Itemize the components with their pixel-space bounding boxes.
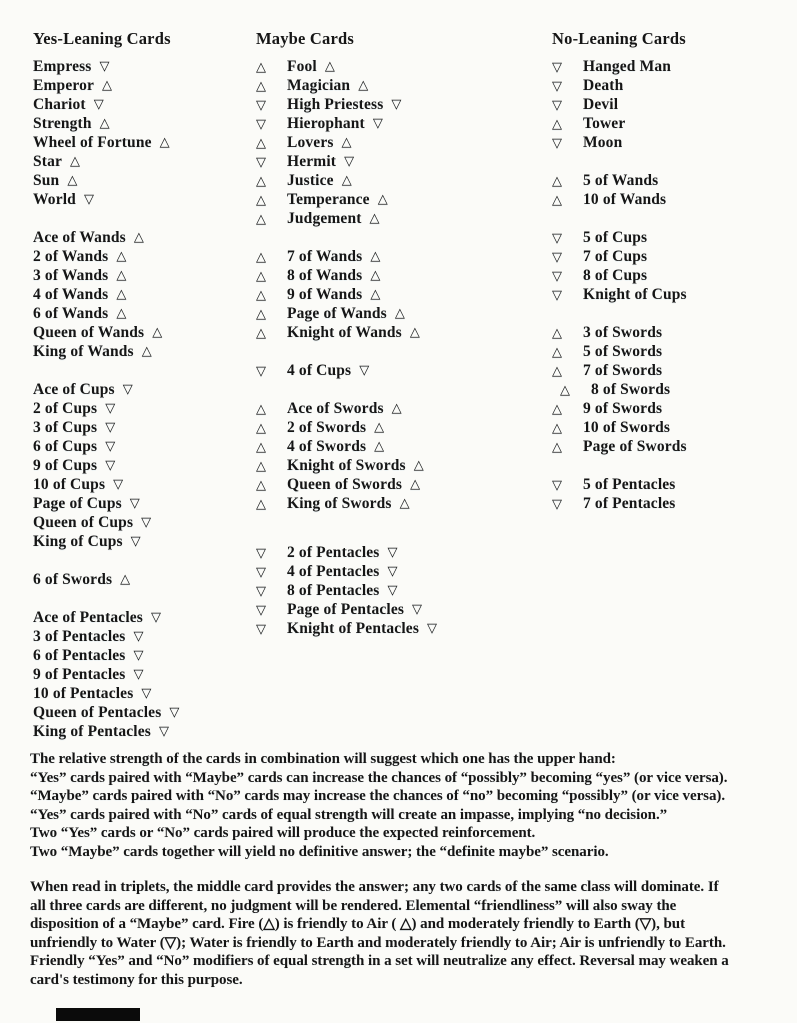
card-name: King of Swords	[287, 494, 392, 512]
card-row	[552, 361, 687, 380]
card-name: Moon	[583, 133, 623, 151]
card-row	[33, 494, 180, 513]
card-row	[256, 57, 437, 76]
down-triangle-icon: ▽	[130, 534, 141, 549]
card-name: King of Wands	[33, 342, 134, 360]
group-gap	[33, 589, 180, 608]
card-name: Queen of Pentacles	[33, 703, 162, 721]
up-triangle-icon: △	[256, 401, 267, 417]
up-triangle-icon: △	[116, 268, 127, 283]
card-row	[552, 76, 687, 95]
card-name: 10 of Cups	[33, 475, 106, 493]
paragraph-line: card's testimony for this purpose.	[30, 971, 243, 988]
up-triangle-icon: △	[552, 116, 563, 132]
up-triangle-icon: △	[552, 363, 563, 379]
card-name: Page of Swords	[583, 437, 687, 455]
card-name: Star	[33, 152, 63, 170]
card-name: King of Cups	[33, 532, 123, 550]
maybe-column	[256, 29, 437, 638]
down-triangle-icon: ▽	[113, 477, 124, 492]
card-name: Page of Wands	[287, 304, 387, 322]
card-name: 4 of Wands	[33, 285, 109, 303]
up-triangle-icon: △	[256, 287, 267, 303]
card-name: Queen of Wands	[33, 323, 145, 341]
up-triangle-icon: △	[102, 78, 113, 93]
card-name: Ace of Cups	[33, 380, 115, 398]
up-triangle-icon: △	[552, 439, 563, 455]
up-triangle-icon: △	[341, 135, 352, 150]
card-row	[552, 190, 687, 209]
card-row	[256, 562, 437, 581]
card-name: 5 of Pentacles	[583, 475, 676, 493]
paragraph-line: unfriendly to Water (▽); Water is friendly to Earth and moderately friendly to Air; Air is unfriendly to Earth.	[30, 934, 726, 951]
group-gap	[33, 209, 180, 228]
card-name: 8 of Swords	[591, 380, 671, 398]
card-row	[33, 703, 180, 722]
card-row	[256, 133, 437, 152]
card-name: 6 of Pentacles	[33, 646, 126, 664]
up-triangle-icon: △	[324, 59, 336, 74]
card-name: Ace of Pentacles	[33, 608, 143, 626]
card-row	[256, 581, 437, 600]
card-name: Judgement	[287, 209, 362, 227]
card-name: 7 of Swords	[583, 361, 663, 379]
card-name: Hierophant	[287, 114, 365, 132]
group-gap	[552, 456, 687, 475]
down-triangle-icon: ▽	[151, 610, 162, 625]
card-row	[256, 418, 437, 437]
card-row	[256, 437, 437, 456]
up-triangle-icon: △	[70, 154, 81, 169]
card-name: Lovers	[287, 133, 334, 151]
card-name: Justice	[287, 171, 334, 189]
card-name: 4 of Pentacles	[287, 562, 380, 580]
down-triangle-icon: ▽	[122, 382, 133, 397]
card-name: 3 of Wands	[33, 266, 109, 284]
card-row	[552, 399, 687, 418]
down-triangle-icon: ▽	[256, 363, 267, 379]
up-triangle-icon: △	[116, 287, 127, 302]
down-triangle-icon: ▽	[552, 268, 563, 284]
card-row	[256, 600, 437, 619]
card-row	[256, 247, 437, 266]
down-triangle-icon: ▽	[552, 287, 563, 303]
card-row	[33, 722, 180, 741]
group-gap	[256, 380, 437, 399]
up-triangle-icon: △	[116, 306, 127, 321]
card-row	[552, 475, 687, 494]
down-triangle-icon: ▽	[99, 59, 110, 74]
card-name: 2 of Cups	[33, 399, 98, 417]
card-row	[256, 171, 437, 190]
group-gap	[552, 152, 687, 171]
down-triangle-icon: ▽	[552, 78, 563, 94]
up-triangle-icon: △	[374, 420, 385, 435]
card-row	[33, 57, 180, 76]
card-row	[256, 399, 437, 418]
card-name: Knight of Swords	[287, 456, 406, 474]
up-triangle-icon: △	[552, 325, 563, 341]
paragraph-line: The relative strength of the cards in combination will suggest which one has the upper hand:	[30, 751, 616, 767]
paragraph-line: Two “Yes” cards or “No” cards paired will produce the expected reinforcement.	[30, 825, 536, 842]
down-triangle-icon: ▽	[256, 564, 267, 580]
up-triangle-icon: △	[369, 211, 380, 226]
card-row	[33, 380, 180, 399]
up-triangle-icon: △	[256, 477, 267, 493]
card-name: Hanged Man	[583, 57, 672, 75]
card-list	[33, 57, 180, 741]
card-row	[552, 57, 687, 76]
card-row	[552, 437, 687, 456]
card-row	[552, 342, 687, 361]
card-name: Queen of Cups	[33, 513, 134, 531]
up-triangle-icon: △	[409, 325, 420, 340]
up-triangle-icon: △	[552, 344, 563, 360]
card-row	[33, 665, 180, 684]
up-triangle-icon: △	[256, 211, 267, 227]
card-row	[33, 475, 180, 494]
up-triangle-icon: △	[116, 249, 127, 264]
column-header: Maybe Cards	[256, 29, 354, 48]
down-triangle-icon: ▽	[552, 496, 563, 512]
paragraph-line: “Yes” cards paired with “No” cards of equal strength will create an impasse, implying “no decision.”	[30, 806, 668, 823]
card-row	[33, 418, 180, 437]
card-name: 4 of Swords	[287, 437, 367, 455]
card-row	[256, 619, 437, 638]
card-row	[33, 456, 180, 475]
card-name: King of Pentacles	[33, 722, 151, 740]
up-triangle-icon: △	[358, 78, 369, 93]
card-name: 5 of Cups	[583, 228, 648, 246]
up-triangle-icon: △	[560, 382, 571, 398]
down-triangle-icon: ▽	[169, 705, 180, 720]
card-row	[256, 285, 437, 304]
paragraph-line: Two “Maybe” cards together will yield no definitive answer; the “definite maybe” scenario.	[30, 843, 609, 860]
group-gap	[256, 228, 437, 247]
up-triangle-icon: △	[256, 325, 267, 341]
down-triangle-icon: ▽	[256, 583, 267, 599]
down-triangle-icon: ▽	[552, 230, 563, 246]
up-triangle-icon: △	[67, 173, 78, 188]
down-triangle-icon: ▽	[427, 621, 438, 636]
card-name: Queen of Swords	[287, 475, 403, 493]
group-gap	[256, 513, 437, 543]
card-row	[256, 76, 437, 95]
down-triangle-icon: ▽	[256, 97, 267, 113]
card-name: 10 of Swords	[583, 418, 671, 436]
paragraph-line: “Yes” cards paired with “Maybe” cards can increase the chances of “possibly” becoming “yes” (or vice versa).	[30, 769, 728, 786]
card-row	[552, 285, 687, 304]
card-name: 9 of Swords	[583, 399, 663, 417]
card-name: Emperor	[33, 76, 95, 94]
group-gap	[33, 361, 180, 380]
down-triangle-icon: ▽	[552, 135, 563, 151]
up-triangle-icon: △	[256, 458, 267, 474]
card-row	[552, 266, 687, 285]
card-name: Knight of Wands	[287, 323, 402, 341]
up-triangle-icon: △	[256, 496, 267, 512]
down-triangle-icon: ▽	[387, 545, 398, 560]
card-row	[552, 418, 687, 437]
card-list	[552, 57, 687, 513]
down-triangle-icon: ▽	[141, 686, 152, 701]
card-name: 2 of Swords	[287, 418, 367, 436]
up-triangle-icon: △	[552, 420, 563, 436]
down-triangle-icon: ▽	[105, 458, 116, 473]
card-row	[256, 95, 437, 114]
up-triangle-icon: △	[152, 325, 163, 340]
card-row	[552, 114, 687, 133]
group-gap	[33, 551, 180, 570]
card-row	[552, 95, 687, 114]
down-triangle-icon: ▽	[133, 667, 144, 682]
card-name: 7 of Cups	[583, 247, 648, 265]
column-header: No-Leaning Cards	[552, 29, 686, 48]
card-row	[33, 152, 180, 171]
down-triangle-icon: ▽	[256, 545, 267, 561]
down-triangle-icon: ▽	[344, 154, 355, 169]
column-header: Yes-Leaning Cards	[33, 29, 171, 48]
card-row	[552, 380, 687, 399]
card-name: 3 of Pentacles	[33, 627, 126, 645]
down-triangle-icon: ▽	[105, 439, 116, 454]
card-row	[256, 209, 437, 228]
up-triangle-icon: △	[256, 135, 267, 151]
card-name: 5 of Wands	[583, 171, 659, 189]
card-name: Temperance	[287, 190, 370, 208]
card-name: 7 of Wands	[287, 247, 363, 265]
paragraph-line: “Maybe” cards paired with “No” cards may increase the chances of “no” becoming “possibly” (or vice versa).	[30, 788, 726, 805]
card-row	[33, 266, 180, 285]
card-row	[33, 190, 180, 209]
card-name: 2 of Pentacles	[287, 543, 380, 561]
card-row	[552, 228, 687, 247]
down-triangle-icon: ▽	[256, 154, 267, 170]
up-triangle-icon: △	[413, 458, 424, 473]
card-name: Ace of Swords	[287, 399, 384, 417]
card-name: Page of Pentacles	[287, 600, 405, 618]
card-name: 10 of Pentacles	[33, 684, 134, 702]
up-triangle-icon: △	[341, 173, 352, 188]
up-triangle-icon: △	[410, 477, 421, 492]
pair-reading-paragraph	[30, 750, 796, 862]
card-row	[256, 190, 437, 209]
no-leaning-column	[552, 29, 687, 513]
down-triangle-icon: ▽	[412, 602, 423, 617]
up-triangle-icon: △	[256, 78, 267, 94]
down-triangle-icon: ▽	[133, 629, 144, 644]
card-row	[33, 304, 180, 323]
scan-artifact	[56, 1008, 140, 1021]
up-triangle-icon: △	[391, 401, 402, 416]
card-row	[256, 456, 437, 475]
card-name: 8 of Cups	[583, 266, 648, 284]
up-triangle-icon: △	[394, 306, 406, 321]
down-triangle-icon: ▽	[129, 496, 140, 511]
card-row	[33, 646, 180, 665]
up-triangle-icon: △	[133, 230, 144, 245]
card-row	[256, 152, 437, 171]
card-row	[552, 494, 687, 513]
up-triangle-icon: △	[99, 116, 110, 131]
card-name: Page of Cups	[33, 494, 122, 512]
down-triangle-icon: ▽	[105, 420, 116, 435]
paragraph-line: Friendly “Yes” and “No” modifiers of equal strength in a set will neutralize any effect. Reversal may weaken a	[30, 953, 729, 970]
card-row	[33, 342, 180, 361]
up-triangle-icon: △	[374, 439, 385, 454]
group-gap	[256, 342, 437, 361]
card-name: 6 of Swords	[33, 570, 113, 588]
up-triangle-icon: △	[120, 572, 131, 587]
down-triangle-icon: ▽	[387, 564, 398, 579]
down-triangle-icon: ▽	[372, 116, 384, 131]
up-triangle-icon: △	[256, 59, 267, 75]
group-gap	[552, 209, 687, 228]
card-row	[552, 171, 687, 190]
card-row	[256, 323, 437, 342]
down-triangle-icon: ▽	[552, 477, 563, 493]
card-row	[256, 494, 437, 513]
card-row	[33, 76, 180, 95]
card-row	[33, 228, 180, 247]
card-row	[33, 399, 180, 418]
card-name: Fool	[287, 57, 317, 75]
up-triangle-icon: △	[552, 192, 563, 208]
up-triangle-icon: △	[256, 249, 267, 265]
down-triangle-icon: ▽	[158, 724, 170, 739]
card-name: 3 of Cups	[33, 418, 98, 436]
card-name: 10 of Wands	[583, 190, 667, 208]
card-row	[256, 361, 437, 380]
card-row	[33, 285, 180, 304]
card-name: 6 of Wands	[33, 304, 109, 322]
card-name: Magician	[287, 76, 351, 94]
up-triangle-icon: △	[370, 268, 381, 283]
card-name: 5 of Swords	[583, 342, 663, 360]
card-row	[33, 323, 180, 342]
card-row	[552, 247, 687, 266]
card-row	[256, 266, 437, 285]
card-name: World	[33, 190, 76, 208]
card-list	[256, 57, 437, 638]
card-name: 8 of Pentacles	[287, 581, 380, 599]
down-triangle-icon: ▽	[552, 97, 563, 113]
paragraph-line: When read in triplets, the middle card provides the answer; any two cards of the same class will dominate. If	[30, 879, 719, 895]
group-gap	[552, 304, 687, 323]
down-triangle-icon: ▽	[105, 401, 116, 416]
card-row	[33, 532, 180, 551]
card-row	[552, 133, 687, 152]
card-name: 8 of Wands	[287, 266, 363, 284]
card-name: 7 of Pentacles	[583, 494, 676, 512]
paragraph-line: all three cards are different, no judgment will be rendered. Elemental “friendliness” will also sway the	[30, 897, 677, 914]
card-name: Death	[583, 76, 624, 94]
up-triangle-icon: △	[256, 420, 267, 436]
yes-leaning-column	[33, 29, 180, 741]
down-triangle-icon: ▽	[359, 363, 370, 378]
up-triangle-icon: △	[256, 439, 267, 455]
card-name: 2 of Wands	[33, 247, 109, 265]
up-triangle-icon: △	[256, 192, 267, 208]
card-row	[33, 114, 180, 133]
triplet-reading-paragraph	[30, 878, 796, 990]
down-triangle-icon: ▽	[391, 97, 402, 112]
down-triangle-icon: ▽	[133, 648, 144, 663]
up-triangle-icon: △	[552, 401, 563, 417]
paragraph-line: disposition of a “Maybe” card. Fire (△) is friendly to Air ( △) and moderately friendly to Earth (▽), but	[30, 916, 686, 933]
card-row	[33, 171, 180, 190]
up-triangle-icon: △	[256, 173, 267, 189]
card-name: Hermit	[287, 152, 337, 170]
card-row	[33, 570, 180, 589]
up-triangle-icon: △	[370, 249, 381, 264]
card-name: Strength	[33, 114, 92, 132]
card-row	[33, 247, 180, 266]
card-name: Knight of Pentacles	[287, 619, 420, 637]
card-row	[33, 95, 180, 114]
card-name: 4 of Cups	[287, 361, 352, 379]
down-triangle-icon: ▽	[93, 97, 104, 112]
up-triangle-icon: △	[399, 496, 410, 511]
card-row	[33, 437, 180, 456]
card-name: Empress	[33, 57, 92, 75]
down-triangle-icon: ▽	[83, 192, 95, 207]
up-triangle-icon: △	[552, 173, 563, 189]
up-triangle-icon: △	[256, 306, 267, 322]
down-triangle-icon: ▽	[552, 59, 563, 75]
up-triangle-icon: △	[370, 287, 381, 302]
card-name: Knight of Cups	[583, 285, 687, 303]
card-row	[256, 114, 437, 133]
down-triangle-icon: ▽	[256, 116, 267, 132]
card-row	[256, 475, 437, 494]
card-row	[33, 608, 180, 627]
up-triangle-icon: △	[141, 344, 152, 359]
down-triangle-icon: ▽	[141, 515, 152, 530]
card-row	[552, 323, 687, 342]
card-row	[256, 304, 437, 323]
card-name: Tower	[583, 114, 626, 132]
card-row	[33, 513, 180, 532]
card-row	[33, 133, 180, 152]
card-name: Chariot	[33, 95, 86, 113]
card-name: 9 of Pentacles	[33, 665, 126, 683]
card-name: 6 of Cups	[33, 437, 98, 455]
down-triangle-icon: ▽	[552, 249, 563, 265]
card-row	[33, 627, 180, 646]
down-triangle-icon: ▽	[256, 602, 267, 618]
down-triangle-icon: ▽	[387, 583, 398, 598]
card-name: 9 of Wands	[287, 285, 363, 303]
card-name: Wheel of Fortune	[33, 133, 152, 151]
card-name: Ace of Wands	[33, 228, 126, 246]
card-row	[33, 684, 180, 703]
up-triangle-icon: △	[159, 135, 170, 150]
card-name: Sun	[33, 171, 60, 189]
up-triangle-icon: △	[256, 268, 267, 284]
card-name: Devil	[583, 95, 619, 113]
card-name: High Priestess	[287, 95, 384, 113]
card-name: 9 of Cups	[33, 456, 98, 474]
up-triangle-icon: △	[377, 192, 388, 207]
card-name: 3 of Swords	[583, 323, 663, 341]
down-triangle-icon: ▽	[256, 621, 267, 637]
card-row	[256, 543, 437, 562]
